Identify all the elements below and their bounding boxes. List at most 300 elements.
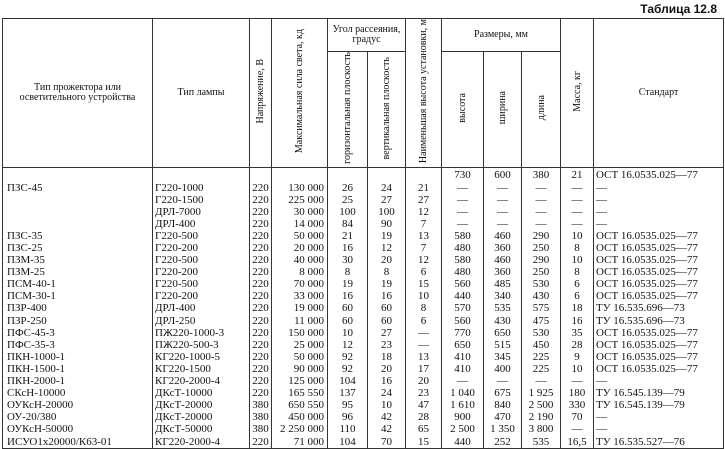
cell-angle-h: 8	[328, 267, 368, 279]
cell-dim-w: 515	[484, 339, 522, 351]
cell-dim-l: 530	[522, 327, 561, 339]
cell-intensity: 8 000	[272, 267, 328, 279]
header-angle-group: Угол рассеяния, градус	[328, 19, 406, 52]
cell-mass: 8	[561, 267, 594, 279]
table-row	[3, 291, 724, 303]
cell-dim-h: 410	[442, 363, 484, 375]
cell-device: ОУКсН-20000	[3, 400, 153, 412]
cell-dim-l: 290	[522, 255, 561, 267]
cell-device: ПКН-1000-1	[3, 351, 153, 363]
cell-angle-v: 16	[368, 376, 406, 388]
cell-height: 7	[406, 242, 442, 254]
cell-standard: ТУ 16.535.696—73	[594, 303, 724, 315]
cell-voltage: 220	[250, 315, 272, 327]
cell-dim-w: 675	[484, 388, 522, 400]
cell-dim-w: —	[484, 194, 522, 206]
cell-lamp: ДКсТ-20000	[153, 400, 250, 412]
cell-angle-h: 30	[328, 255, 368, 267]
header-dims-group: Размеры, мм	[442, 19, 561, 52]
cell-intensity: 450 000	[272, 412, 328, 424]
cell-dim-h: 650	[442, 339, 484, 351]
cell-mass: —	[561, 424, 594, 436]
cell-height: 12	[406, 206, 442, 218]
header-angle-v: вертикальная плоскость	[368, 52, 406, 168]
cell-dim-w: 360	[484, 267, 522, 279]
cell-voltage: 220	[250, 327, 272, 339]
cell-standard: ОСТ 16.0535.025—77	[594, 363, 724, 375]
cell-mass: 16	[561, 315, 594, 327]
cell-mass: 180	[561, 388, 594, 400]
cell-dim-h: 440	[442, 291, 484, 303]
cell-standard: ОСТ 16.0535.025—77	[594, 351, 724, 363]
cell-standard: ОСТ 16.0535.025—77	[594, 255, 724, 267]
cell-angle-v: 24	[368, 182, 406, 194]
cell-dim-w: 1 350	[484, 424, 522, 436]
cell-height: 21	[406, 182, 442, 194]
cell-height: 15	[406, 279, 442, 291]
cell-voltage: 220	[250, 218, 272, 230]
cell-mass: —	[561, 206, 594, 218]
cell-voltage: 220	[250, 279, 272, 291]
cell-mass: —	[561, 376, 594, 388]
table-row	[3, 412, 724, 424]
cell-angle-v: 90	[368, 218, 406, 230]
cell-dim-l: —	[522, 182, 561, 194]
cell-dim-w: 460	[484, 230, 522, 242]
cell-device: ОУКсН-50000	[3, 424, 153, 436]
cell-voltage: 220	[250, 351, 272, 363]
cell-voltage: 220	[250, 436, 272, 449]
cell-angle-h: 25	[328, 194, 368, 206]
cell-intensity: 40 000	[272, 255, 328, 267]
cell-voltage: 220	[250, 230, 272, 242]
cell-device	[3, 218, 153, 230]
cell-lamp: Г220-200	[153, 291, 250, 303]
cell-dim-h: 1 040	[442, 388, 484, 400]
cell-mass: —	[561, 218, 594, 230]
table-row	[3, 194, 724, 206]
cell-intensity: 150 000	[272, 327, 328, 339]
cell-height: 65	[406, 424, 442, 436]
cell-angle-h: 104	[328, 436, 368, 449]
cell-angle-h: 104	[328, 376, 368, 388]
cell-angle-h: 16	[328, 242, 368, 254]
cell-intensity: 50 000	[272, 230, 328, 242]
cell-dim-w: 340	[484, 291, 522, 303]
cell-standard: —	[594, 206, 724, 218]
header-dim-h: высота	[442, 52, 484, 168]
cell-angle-v: 10	[368, 400, 406, 412]
cell-lamp: КГ220-2000-4	[153, 436, 250, 449]
cell-mass: 18	[561, 303, 594, 315]
cell-voltage: 220	[250, 376, 272, 388]
cell-dim-h: 480	[442, 267, 484, 279]
cell-dim-l: —	[522, 376, 561, 388]
cell-lamp: КГ220-2000-4	[153, 376, 250, 388]
header-intensity: Максимальная сила света, кд	[272, 19, 328, 168]
cell-angle-h: 96	[328, 412, 368, 424]
cell-dim-l: 450	[522, 339, 561, 351]
cell-dim-l: 380	[522, 167, 561, 182]
cell-dim-w: 345	[484, 351, 522, 363]
cell-height: —	[406, 327, 442, 339]
cell-lamp: Г220-200	[153, 267, 250, 279]
cell-intensity: 225 000	[272, 194, 328, 206]
cell-angle-h: 95	[328, 400, 368, 412]
table-row	[3, 351, 724, 363]
cell-voltage: 220	[250, 267, 272, 279]
table-row	[3, 167, 724, 182]
table-caption: Таблица 12.8	[640, 2, 717, 16]
cell-dim-w: 650	[484, 327, 522, 339]
cell-dim-l: 530	[522, 279, 561, 291]
cell-standard: ТУ 16.545.139—79	[594, 388, 724, 400]
cell-dim-h: 730	[442, 167, 484, 182]
cell-dim-h: —	[442, 206, 484, 218]
header-standard: Стандарт	[594, 19, 724, 168]
cell-standard: —	[594, 182, 724, 194]
cell-angle-v: 8	[368, 267, 406, 279]
cell-intensity: 650 550	[272, 400, 328, 412]
cell-standard: —	[594, 412, 724, 424]
cell-mass: 16,5	[561, 436, 594, 449]
table-row	[3, 255, 724, 267]
cell-intensity: 130 000	[272, 182, 328, 194]
table-row	[3, 182, 724, 194]
cell-height: 8	[406, 303, 442, 315]
cell-dim-h: 1 610	[442, 400, 484, 412]
cell-dim-l: —	[522, 206, 561, 218]
cell-device: СКсН-10000	[3, 388, 153, 400]
cell-intensity: 2 250 000	[272, 424, 328, 436]
cell-device	[3, 194, 153, 206]
cell-intensity: 25 000	[272, 339, 328, 351]
cell-voltage: 380	[250, 424, 272, 436]
cell-lamp: Г220-1500	[153, 194, 250, 206]
cell-angle-h: 21	[328, 230, 368, 242]
cell-device: ПКН-1500-1	[3, 363, 153, 375]
cell-mass: 6	[561, 291, 594, 303]
cell-dim-l: 475	[522, 315, 561, 327]
cell-device: ПЗМ-35	[3, 255, 153, 267]
cell-mass: 330	[561, 400, 594, 412]
header-dim-w: ширина	[484, 52, 522, 168]
cell-lamp: ПЖ220-1000-3	[153, 327, 250, 339]
table-row	[3, 267, 724, 279]
cell-standard: —	[594, 218, 724, 230]
cell-device	[3, 206, 153, 218]
cell-height: 15	[406, 436, 442, 449]
cell-standard: ТУ 16.535.696—73	[594, 315, 724, 327]
cell-standard: ОСТ 16.0535.025—77	[594, 267, 724, 279]
cell-mass: —	[561, 182, 594, 194]
cell-intensity: 125 000	[272, 376, 328, 388]
cell-angle-v: 70	[368, 436, 406, 449]
cell-dim-h: 560	[442, 279, 484, 291]
cell-angle-h: 84	[328, 218, 368, 230]
cell-lamp: Г220-200	[153, 242, 250, 254]
table-row	[3, 327, 724, 339]
cell-dim-w: —	[484, 182, 522, 194]
cell-height: 13	[406, 230, 442, 242]
cell-mass: 10	[561, 230, 594, 242]
cell-angle-v: 42	[368, 424, 406, 436]
cell-dim-w: 400	[484, 363, 522, 375]
cell-mass: 35	[561, 327, 594, 339]
cell-angle-v: 24	[368, 388, 406, 400]
table-row	[3, 279, 724, 291]
cell-standard: —	[594, 424, 724, 436]
cell-intensity	[272, 167, 328, 182]
cell-angle-v: 16	[368, 291, 406, 303]
table-row	[3, 376, 724, 388]
cell-device: ПЗР-400	[3, 303, 153, 315]
table-row	[3, 315, 724, 327]
cell-dim-h: 570	[442, 303, 484, 315]
cell-angle-v: 18	[368, 351, 406, 363]
cell-dim-h: 580	[442, 255, 484, 267]
cell-dim-w: 360	[484, 242, 522, 254]
cell-standard: ОСТ 16.0535.025—77	[594, 279, 724, 291]
cell-standard: ТУ 16.545.139—79	[594, 400, 724, 412]
cell-standard: ОСТ 16.0535.025—77	[594, 242, 724, 254]
cell-angle-v: 42	[368, 412, 406, 424]
cell-device: ПЗР-250	[3, 315, 153, 327]
cell-mass: 28	[561, 339, 594, 351]
cell-intensity: 14 000	[272, 218, 328, 230]
cell-angle-v: 27	[368, 327, 406, 339]
cell-dim-h: 440	[442, 436, 484, 449]
cell-lamp: ДРЛ-7000	[153, 206, 250, 218]
cell-height	[406, 167, 442, 182]
cell-voltage	[250, 167, 272, 182]
cell-dim-w: —	[484, 218, 522, 230]
cell-voltage: 220	[250, 303, 272, 315]
cell-device	[3, 167, 153, 182]
cell-height: 28	[406, 412, 442, 424]
cell-angle-v: 20	[368, 255, 406, 267]
cell-angle-v: 12	[368, 242, 406, 254]
cell-intensity: 11 000	[272, 315, 328, 327]
cell-angle-v: 20	[368, 363, 406, 375]
cell-dim-l: 250	[522, 267, 561, 279]
cell-dim-h: 770	[442, 327, 484, 339]
cell-height: 20	[406, 376, 442, 388]
cell-voltage: 220	[250, 242, 272, 254]
cell-intensity: 70 000	[272, 279, 328, 291]
cell-dim-w: 840	[484, 400, 522, 412]
cell-device: ПФС-35-3	[3, 339, 153, 351]
cell-angle-v: 100	[368, 206, 406, 218]
table-row	[3, 388, 724, 400]
cell-lamp: ДКсТ-50000	[153, 424, 250, 436]
cell-dim-l: 225	[522, 351, 561, 363]
table-row	[3, 218, 724, 230]
cell-height: 47	[406, 400, 442, 412]
cell-height: 12	[406, 255, 442, 267]
cell-device: ПСМ-40-1	[3, 279, 153, 291]
cell-dim-l: 1 925	[522, 388, 561, 400]
cell-mass: 9	[561, 351, 594, 363]
cell-angle-h: 26	[328, 182, 368, 194]
cell-lamp: ПЖ220-500-3	[153, 339, 250, 351]
cell-angle-v: 60	[368, 315, 406, 327]
header-lamp: Тип лампы	[153, 19, 250, 168]
cell-standard: ОСТ 16.0535.025—77	[594, 327, 724, 339]
cell-dim-l: —	[522, 194, 561, 206]
cell-dim-h: 580	[442, 230, 484, 242]
cell-standard: ОСТ 16.0535.025—77	[594, 339, 724, 351]
cell-dim-h: 2 500	[442, 424, 484, 436]
header-height: Наименьшая высота установки, м	[406, 19, 442, 168]
cell-angle-v: 19	[368, 279, 406, 291]
cell-intensity: 19 000	[272, 303, 328, 315]
cell-device: ПЗС-25	[3, 242, 153, 254]
cell-mass: 8	[561, 242, 594, 254]
cell-voltage: 220	[250, 339, 272, 351]
cell-dim-l: 225	[522, 363, 561, 375]
cell-voltage: 220	[250, 182, 272, 194]
cell-angle-v: 23	[368, 339, 406, 351]
cell-dim-w: 252	[484, 436, 522, 449]
cell-standard: —	[594, 194, 724, 206]
cell-dim-l: 535	[522, 436, 561, 449]
cell-lamp: КГ220-1000-5	[153, 351, 250, 363]
cell-angle-h: 92	[328, 363, 368, 375]
table-row	[3, 424, 724, 436]
cell-angle-v: 60	[368, 303, 406, 315]
cell-voltage: 380	[250, 400, 272, 412]
cell-dim-l: 430	[522, 291, 561, 303]
cell-dim-w: —	[484, 376, 522, 388]
table-body	[3, 167, 724, 448]
cell-lamp: ДРЛ-400	[153, 303, 250, 315]
cell-height: 23	[406, 388, 442, 400]
cell-angle-h: 10	[328, 327, 368, 339]
cell-intensity: 165 550	[272, 388, 328, 400]
cell-lamp: Г220-1000	[153, 182, 250, 194]
cell-dim-h: —	[442, 218, 484, 230]
cell-device: ПКН-2000-1	[3, 376, 153, 388]
cell-dim-w: 535	[484, 303, 522, 315]
table-row	[3, 436, 724, 449]
cell-angle-h: 110	[328, 424, 368, 436]
cell-angle-h	[328, 167, 368, 182]
cell-angle-v: 27	[368, 194, 406, 206]
cell-standard: —	[594, 376, 724, 388]
cell-device: ПЗС-45	[3, 182, 153, 194]
cell-standard: ОСТ 16.0535.025—77	[594, 167, 724, 182]
cell-intensity: 33 000	[272, 291, 328, 303]
cell-height: 13	[406, 351, 442, 363]
table-row	[3, 303, 724, 315]
cell-lamp: ДКсТ-10000	[153, 388, 250, 400]
cell-mass: 10	[561, 255, 594, 267]
table-row	[3, 242, 724, 254]
cell-dim-w: 470	[484, 412, 522, 424]
cell-dim-h: 560	[442, 315, 484, 327]
cell-dim-l: 290	[522, 230, 561, 242]
cell-dim-l: —	[522, 218, 561, 230]
cell-angle-h: 100	[328, 206, 368, 218]
table-row	[3, 206, 724, 218]
cell-device: ПЗМ-25	[3, 267, 153, 279]
table-row	[3, 230, 724, 242]
cell-intensity: 20 000	[272, 242, 328, 254]
cell-lamp: ДРЛ-250	[153, 315, 250, 327]
cell-voltage: 220	[250, 206, 272, 218]
cell-height: 17	[406, 363, 442, 375]
cell-lamp: Г220-500	[153, 230, 250, 242]
cell-angle-h: 137	[328, 388, 368, 400]
cell-lamp: Г220-500	[153, 255, 250, 267]
cell-dim-l: 250	[522, 242, 561, 254]
cell-height: 6	[406, 315, 442, 327]
spec-table	[2, 18, 724, 449]
header-device: Тип прожектора или осветительного устройства	[3, 19, 153, 168]
header-voltage: Напряжение, В	[250, 19, 272, 168]
cell-height: 7	[406, 218, 442, 230]
cell-device: ПФС-45-3	[3, 327, 153, 339]
cell-intensity: 30 000	[272, 206, 328, 218]
cell-dim-w: —	[484, 206, 522, 218]
header-dim-l: длина	[522, 52, 561, 168]
cell-lamp: Г220-500	[153, 279, 250, 291]
table-row	[3, 400, 724, 412]
cell-standard: ТУ 16.535.527—76	[594, 436, 724, 449]
cell-mass: 21	[561, 167, 594, 182]
cell-height: 10	[406, 291, 442, 303]
cell-angle-v	[368, 167, 406, 182]
cell-angle-h: 60	[328, 303, 368, 315]
cell-standard: ОСТ 16.0535.025—77	[594, 291, 724, 303]
cell-device: ПСМ-30-1	[3, 291, 153, 303]
cell-voltage: 220	[250, 291, 272, 303]
cell-mass: —	[561, 194, 594, 206]
cell-mass: 10	[561, 363, 594, 375]
cell-dim-w: 430	[484, 315, 522, 327]
table-row	[3, 339, 724, 351]
cell-angle-v: 19	[368, 230, 406, 242]
cell-dim-h: —	[442, 376, 484, 388]
cell-dim-l: 575	[522, 303, 561, 315]
cell-dim-h: 900	[442, 412, 484, 424]
cell-lamp: ДРЛ-400	[153, 218, 250, 230]
header-mass: Масса, кг	[561, 19, 594, 168]
cell-intensity: 50 000	[272, 351, 328, 363]
cell-lamp	[153, 167, 250, 182]
header-angle-h: горизонтальная плоскость	[328, 52, 368, 168]
cell-angle-h: 16	[328, 291, 368, 303]
cell-dim-w: 485	[484, 279, 522, 291]
cell-lamp: КГ220-1500	[153, 363, 250, 375]
cell-mass: 6	[561, 279, 594, 291]
cell-device: ИСУО1х20000/К63-01	[3, 436, 153, 449]
cell-angle-h: 92	[328, 351, 368, 363]
cell-dim-l: 3 800	[522, 424, 561, 436]
cell-intensity: 71 000	[272, 436, 328, 449]
cell-mass: 70	[561, 412, 594, 424]
cell-standard: ОСТ 16.0535.025—77	[594, 230, 724, 242]
cell-device: ОУ-20/380	[3, 412, 153, 424]
cell-height: 6	[406, 267, 442, 279]
cell-angle-h: 19	[328, 279, 368, 291]
cell-dim-w: 460	[484, 255, 522, 267]
cell-device: ПЗС-35	[3, 230, 153, 242]
cell-dim-h: —	[442, 182, 484, 194]
cell-height: —	[406, 339, 442, 351]
cell-dim-w: 600	[484, 167, 522, 182]
